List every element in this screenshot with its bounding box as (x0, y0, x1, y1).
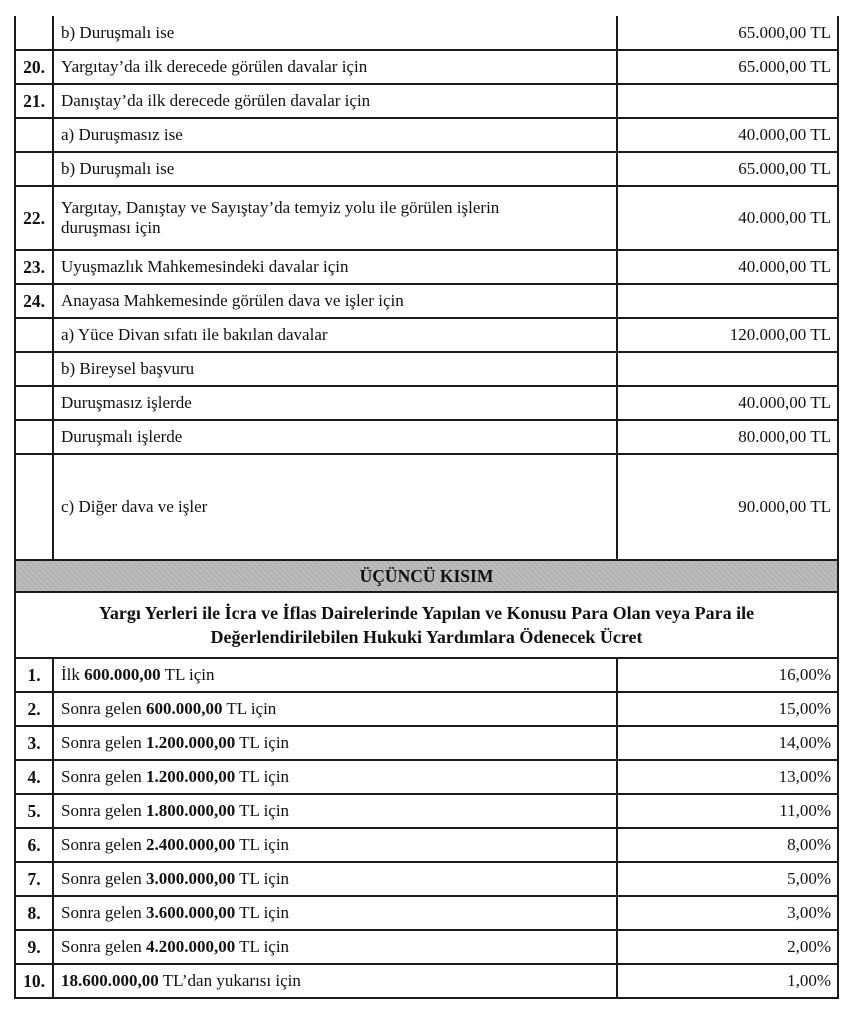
row-suffix: TL için (235, 937, 290, 956)
row-description: a) Yüce Divan sıfatı ile bakılan davalar (53, 318, 617, 352)
row-rate: 2,00% (617, 930, 838, 964)
row-description (53, 930, 617, 964)
row-description: Uyuşmazlık Mahkemesindeki davalar için (53, 250, 617, 284)
table-row (15, 454, 838, 560)
row-description (53, 726, 617, 760)
table-row (15, 318, 838, 352)
row-number: 10. (15, 964, 53, 998)
row-suffix: TL için (235, 801, 290, 820)
row-description: b) Duruşmalı ise (53, 152, 617, 186)
table-row (15, 420, 838, 454)
row-description (53, 896, 617, 930)
row-fee: 90.000,00 TL (617, 454, 838, 560)
row-number: 20. (15, 50, 53, 84)
table-row (15, 50, 838, 84)
section-subtitle-line-1: Yargı Yerleri ile İcra ve İflas Dairelerinde Yapılan ve Konusu Para Olan veya Para ile (98, 603, 755, 623)
row-prefix: Sonra gelen (61, 699, 146, 718)
row-rate: 15,00% (617, 692, 838, 726)
row-fee: 120.000,00 TL (617, 318, 838, 352)
row-number (15, 16, 53, 50)
table-row (15, 186, 838, 250)
row-fee: 65.000,00 TL (617, 16, 838, 50)
table-row (15, 760, 838, 794)
row-number: 9. (15, 930, 53, 964)
row-description: b) Duruşmalı ise (53, 16, 617, 50)
row-amount: 1.800.000,00 (145, 801, 236, 820)
row-number: 5. (15, 794, 53, 828)
table-row (15, 692, 838, 726)
table-row (15, 284, 838, 318)
row-suffix: TL için (160, 665, 215, 684)
row-fee: 40.000,00 TL (617, 118, 838, 152)
row-number (15, 352, 53, 386)
row-description (53, 794, 617, 828)
row-number (15, 118, 53, 152)
row-prefix: Sonra gelen (61, 801, 146, 820)
table-row (15, 896, 838, 930)
row-prefix: Sonra gelen (61, 835, 146, 854)
row-number: 24. (15, 284, 53, 318)
table-row (15, 16, 838, 50)
table-row (15, 964, 838, 998)
row-number (15, 152, 53, 186)
table-row (15, 352, 838, 386)
row-number (15, 420, 53, 454)
row-suffix: TL için (235, 733, 290, 752)
row-amount: 2.400.000,00 (145, 835, 236, 854)
row-fee (617, 284, 838, 318)
table-row (15, 152, 838, 186)
row-rate: 16,00% (617, 658, 838, 692)
section-subtitle-line-2: Değerlendirilebilen Hukuki Yardımlara Ödenecek Ücret (210, 627, 643, 647)
row-number: 3. (15, 726, 53, 760)
section-subtitle (15, 592, 838, 658)
row-amount: 4.200.000,00 (145, 937, 236, 956)
row-number: 4. (15, 760, 53, 794)
row-number: 2. (15, 692, 53, 726)
row-prefix: Sonra gelen (61, 937, 146, 956)
row-description: a) Duruşmasız ise (53, 118, 617, 152)
row-description: Yargıtay, Danıştay ve Sayıştay’da temyiz yolu ile görülen işlerin duruşması için (53, 186, 617, 250)
row-number: 23. (15, 250, 53, 284)
row-prefix: Sonra gelen (61, 733, 146, 752)
row-fee: 40.000,00 TL (617, 250, 838, 284)
row-amount: 3.000.000,00 (145, 869, 236, 888)
row-rate: 13,00% (617, 760, 838, 794)
row-number (15, 386, 53, 420)
fee-schedule-page (14, 16, 837, 999)
row-suffix: TL için (235, 835, 290, 854)
row-suffix: TL için (235, 903, 290, 922)
table-row (15, 726, 838, 760)
table-row (15, 930, 838, 964)
row-fee: 80.000,00 TL (617, 420, 838, 454)
row-prefix: Sonra gelen (61, 767, 146, 786)
row-description (53, 760, 617, 794)
row-description: Duruşmasız işlerde (53, 386, 617, 420)
table-row (15, 118, 838, 152)
row-rate: 3,00% (617, 896, 838, 930)
row-fee: 40.000,00 TL (617, 186, 838, 250)
row-description: Yargıtay’da ilk derecede görülen davalar için (53, 50, 617, 84)
row-description: Duruşmalı işlerde (53, 420, 617, 454)
row-prefix: Sonra gelen (61, 869, 146, 888)
table-row (15, 386, 838, 420)
row-prefix: İlk (61, 665, 85, 684)
row-description (53, 658, 617, 692)
row-description: b) Bireysel başvuru (53, 352, 617, 386)
row-suffix: TL için (222, 699, 277, 718)
row-suffix: TL’dan yukarısı için (158, 971, 301, 990)
table-row (15, 250, 838, 284)
section-heading: ÜÇÜNCÜ KISIM (15, 560, 838, 592)
row-description: Danıştay’da ilk derecede görülen davalar için (53, 84, 617, 118)
row-amount: 1.200.000,00 (145, 733, 236, 752)
section-heading-row (15, 560, 838, 592)
row-suffix: TL için (235, 767, 290, 786)
row-fee: 40.000,00 TL (617, 386, 838, 420)
row-number (15, 454, 53, 560)
row-fee (617, 84, 838, 118)
row-amount: 600.000,00 (84, 665, 161, 684)
row-number: 21. (15, 84, 53, 118)
row-fee: 65.000,00 TL (617, 50, 838, 84)
row-description: c) Diğer dava ve işler (53, 454, 617, 560)
row-number: 1. (15, 658, 53, 692)
row-description (53, 692, 617, 726)
row-number (15, 318, 53, 352)
row-fee: 65.000,00 TL (617, 152, 838, 186)
row-amount: 1.200.000,00 (145, 767, 236, 786)
row-description (53, 862, 617, 896)
row-rate: 8,00% (617, 828, 838, 862)
table-row (15, 828, 838, 862)
row-prefix: Sonra gelen (61, 903, 146, 922)
section-subtitle-row (15, 592, 838, 658)
table-row (15, 862, 838, 896)
part-two-fee-table (14, 16, 839, 999)
row-number: 7. (15, 862, 53, 896)
row-rate: 11,00% (617, 794, 838, 828)
row-number: 22. (15, 186, 53, 250)
row-rate: 1,00% (617, 964, 838, 998)
row-amount: 600.000,00 (145, 699, 223, 718)
row-description (53, 964, 617, 998)
row-rate: 5,00% (617, 862, 838, 896)
table-row (15, 658, 838, 692)
row-description: Anayasa Mahkemesinde görülen dava ve işler için (53, 284, 617, 318)
row-rate: 14,00% (617, 726, 838, 760)
table-row (15, 794, 838, 828)
row-fee (617, 352, 838, 386)
table-row (15, 84, 838, 118)
row-amount: 3.600.000,00 (145, 903, 236, 922)
row-amount: 18.600.000,00 (61, 971, 159, 990)
row-suffix: TL için (235, 869, 290, 888)
row-number: 6. (15, 828, 53, 862)
row-number: 8. (15, 896, 53, 930)
row-description (53, 828, 617, 862)
